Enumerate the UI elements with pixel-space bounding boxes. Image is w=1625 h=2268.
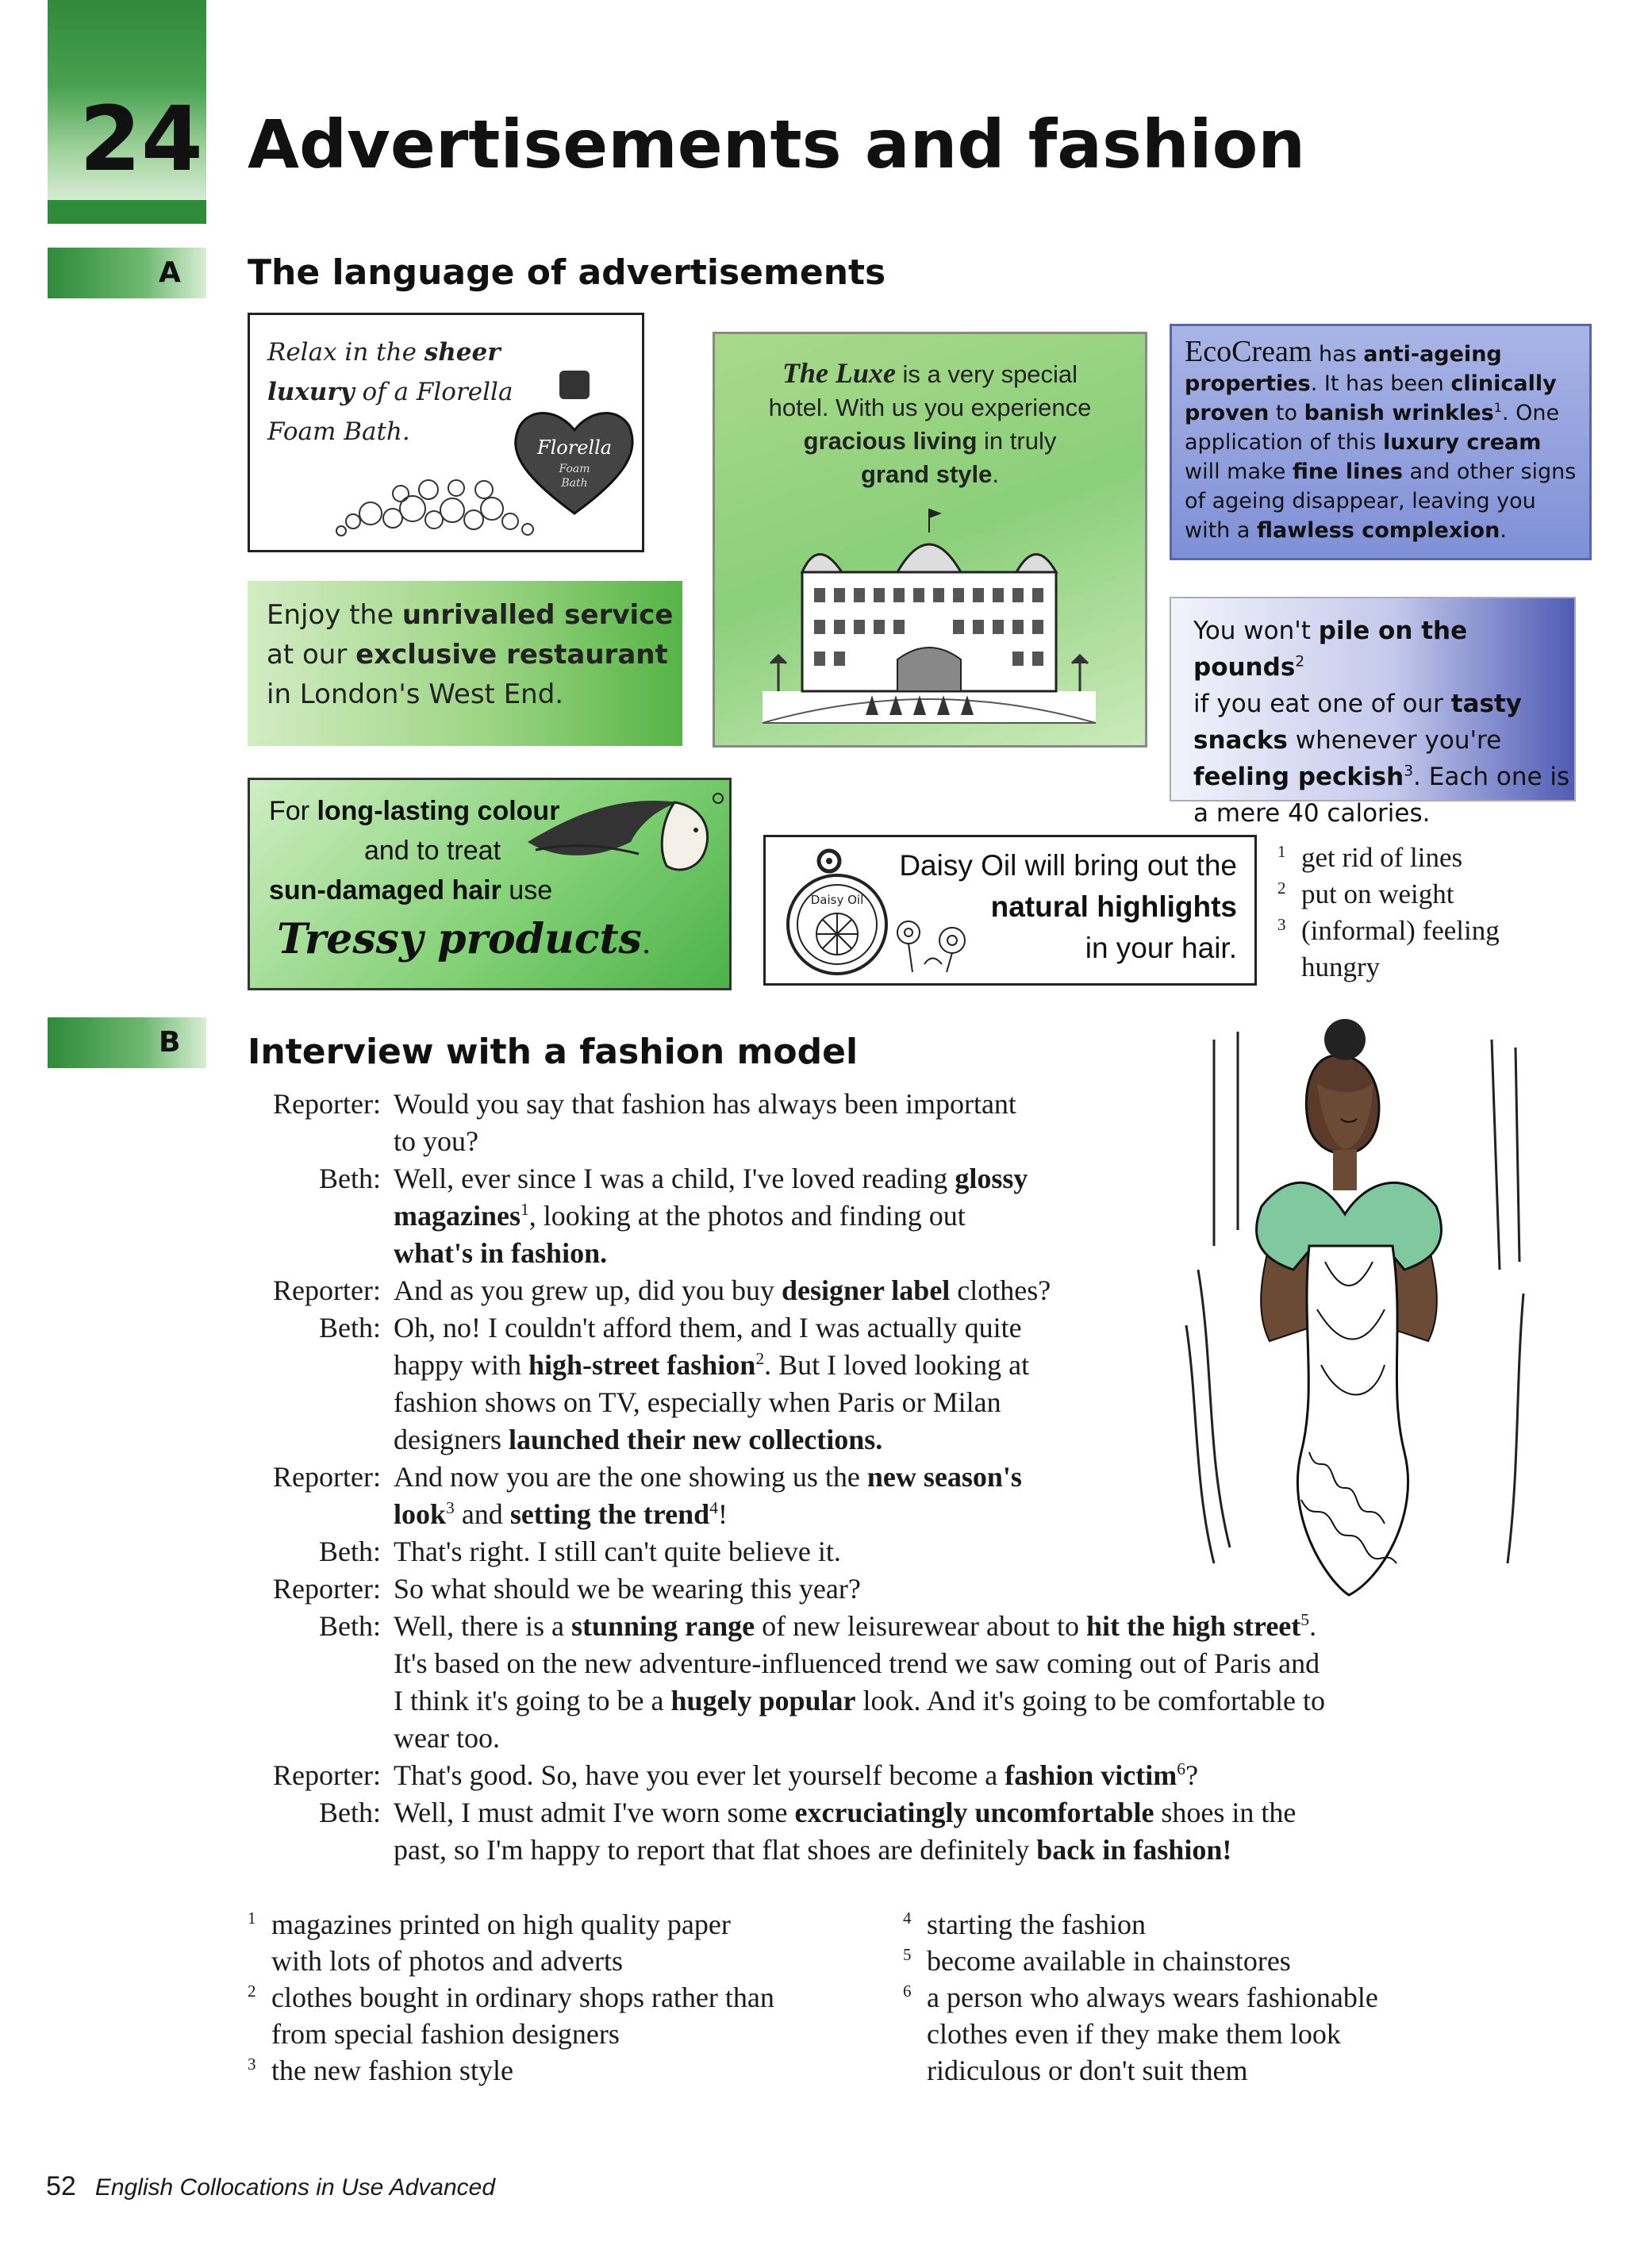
interview-text: Oh, no! I couldn't afford them, and I was actually quite [394,1312,1022,1344]
svg-text:Bath: Bath [561,477,588,490]
interview-text: Would you say that fashion has always been important [394,1088,1016,1120]
svg-text:Daisy Oil: Daisy Oil [810,893,864,907]
interview-text: Well, I must admit I've worn some excruciatingly uncomfortable shoes in the [394,1797,1297,1828]
ad-daisy-oil: Daisy Oil Daisy Oil will bring out the natural highlights in your hair. [763,835,1257,986]
speaker-label: Beth: [319,1797,381,1828]
interview-text: That's good. So, have you ever let yourself become a fashion victim$^6$? [394,1759,1199,1791]
footnotes-left-column [248,1906,774,2089]
interview-transcript [248,1086,1517,1869]
footnote: 3 the new fashion style [248,2055,513,2086]
ad-the-luxe: The Luxe is a very special hotel. With us you experience gracious living in truly grand style. [713,332,1147,748]
interview-text: I think it's going to be a hugely popular look. And it's going to be comfortable to [394,1685,1325,1716]
interview-line [248,1421,1517,1459]
page-footer [46,2171,495,2202]
section-a-tab [48,248,206,298]
interview-line [248,1123,1517,1160]
page-number: 52 [46,2171,76,2201]
section-a-letter: A [159,256,181,289]
footnotes-right-column [903,1906,1378,2089]
interview-line [248,1682,1517,1720]
interview-line [248,1459,1517,1496]
svg-text:Florella: Florella [536,436,613,459]
speaker-label: Beth: [319,1312,381,1344]
tressy-logo: Tressy products [277,915,642,963]
interview-line [248,1384,1517,1421]
book-title: English Collocations in Use Advanced [94,2174,495,2201]
section-b-title: Interview with a fashion model [248,1032,859,1072]
ad-florella: Relax in the sheer luxury of a Florella Foam Bath. Florella Foam Bath [248,313,644,552]
svg-text:Foam: Foam [559,463,590,475]
interview-text: past, so I'm happy to report that flat shoes are definitely back in fashion! [394,1834,1232,1866]
interview-line [248,1272,1517,1309]
interview-text: Well, there is a stunning range of new leisurewear about to hit the high street$^5$. [394,1610,1317,1642]
interview-line [248,1235,1517,1272]
footnote: 5 become available in chainstores [903,1945,1291,1977]
speaker-label [248,1197,381,1235]
florella-bottle-illustration [321,363,639,545]
interview-line [248,1608,1517,1645]
interview-text: Well, ever since I was a child, I've loved reading glossy [394,1163,1028,1194]
speaker-label: Reporter: [273,1274,381,1306]
interview-text: And now you are the one showing us the new season's [394,1461,1022,1493]
note-2: 2 put on weight [1277,878,1454,909]
interview-line [248,1794,1517,1832]
interview-line [248,1570,1517,1608]
ad-ecocream: EcoCream has anti-ageing properties. It has been clinically proven to banish wrinkles$^1$. One application of this luxury cream will make fine lines and other signs of ageing disappear, leaving you with a flawless complexion. [1170,324,1592,560]
speaker-label [248,1123,381,1160]
interview-line [248,1645,1517,1682]
speaker-label: Reporter: [273,1759,381,1791]
interview-line [248,1757,1517,1794]
interview-text: wear too. [394,1722,500,1754]
woman-hair-illustration [520,786,726,882]
ad-snacks: You won't pile on the pounds$^2$ if you eat one of our tasty snacks whenever you're feeling peckish$^3$. Each one is a mere 40 calories. [1170,597,1576,801]
speaker-label [248,1421,381,1459]
ad-restaurant: Enjoy the unrivalled service at our exclusive restaurant in London's West End. [248,581,682,746]
interview-line [248,1086,1517,1123]
speaker-label [248,1645,381,1682]
unit-bar [48,200,206,224]
speaker-label [248,1384,381,1421]
speaker-label [248,1235,381,1272]
interview-line [248,1197,1517,1235]
interview-text: to you? [394,1125,478,1157]
interview-line [248,1347,1517,1384]
interview-text: So what should we be wearing this year? [394,1573,861,1605]
speaker-label [248,1347,381,1384]
footnote: 4 starting the fashion [903,1909,1146,1940]
note-3: 3 (informal) feeling hungry [1277,915,1500,982]
interview-text: It's based on the new adventure-influenced trend we saw coming out of Paris and [394,1647,1320,1679]
speaker-label: Reporter: [273,1573,381,1605]
speaker-label: Beth: [319,1536,381,1567]
page-title: Advertisements and fashion [248,106,1306,183]
interview-text: That's right. I still can't quite believe it. [394,1536,841,1567]
hotel-illustration [755,501,1104,731]
interview-line [248,1496,1517,1533]
interview-text: magazines$^1$, looking at the photos and finding out [394,1200,966,1232]
note-1: 1 get rid of lines [1277,842,1463,873]
interview-line [248,1832,1517,1869]
speaker-label [248,1720,381,1757]
speaker-label [248,1832,381,1869]
footnote: 6 a person who always wears fashionable clothes even if they make them look ridiculous or don't suit them [903,1982,1378,2086]
ad-tressy: For long-lasting colour and to treat sun-damaged hair use Tressy products. [248,778,732,990]
speaker-label [248,1682,381,1720]
section-b-tab [48,1017,206,1068]
interview-line [248,1533,1517,1570]
footnote: 2 clothes bought in ordinary shops rather than from special fashion designers [248,1982,774,2050]
speaker-label: Reporter: [273,1088,381,1120]
speaker-label: Beth: [319,1610,381,1642]
section-b-letter: B [159,1026,181,1059]
unit-number: 24 [79,88,203,191]
interview-text: happy with high-street fashion$^2$. But I loved looking at [394,1349,1030,1381]
footnote: 1 magazines printed on high quality paper with lots of photos and adverts [248,1909,731,1977]
speaker-label: Beth: [319,1163,381,1194]
speaker-label [248,1496,381,1533]
interview-text: designers launched their new collections. [394,1424,883,1455]
notes-a [1277,840,1555,986]
interview-line [248,1720,1517,1757]
interview-line [248,1309,1517,1347]
interview-text: And as you grew up, did you buy designer label clothes? [394,1274,1051,1306]
interview-text: look$^3$ and setting the trend$^4$! [394,1498,728,1530]
section-a-title: The language of advertisements [248,252,886,293]
interview-text: what's in fashion. [394,1237,608,1269]
interview-text: fashion shows on TV, especially when Paris or Milan [394,1386,1001,1418]
speaker-label: Reporter: [273,1461,381,1493]
interview-line [248,1160,1517,1197]
